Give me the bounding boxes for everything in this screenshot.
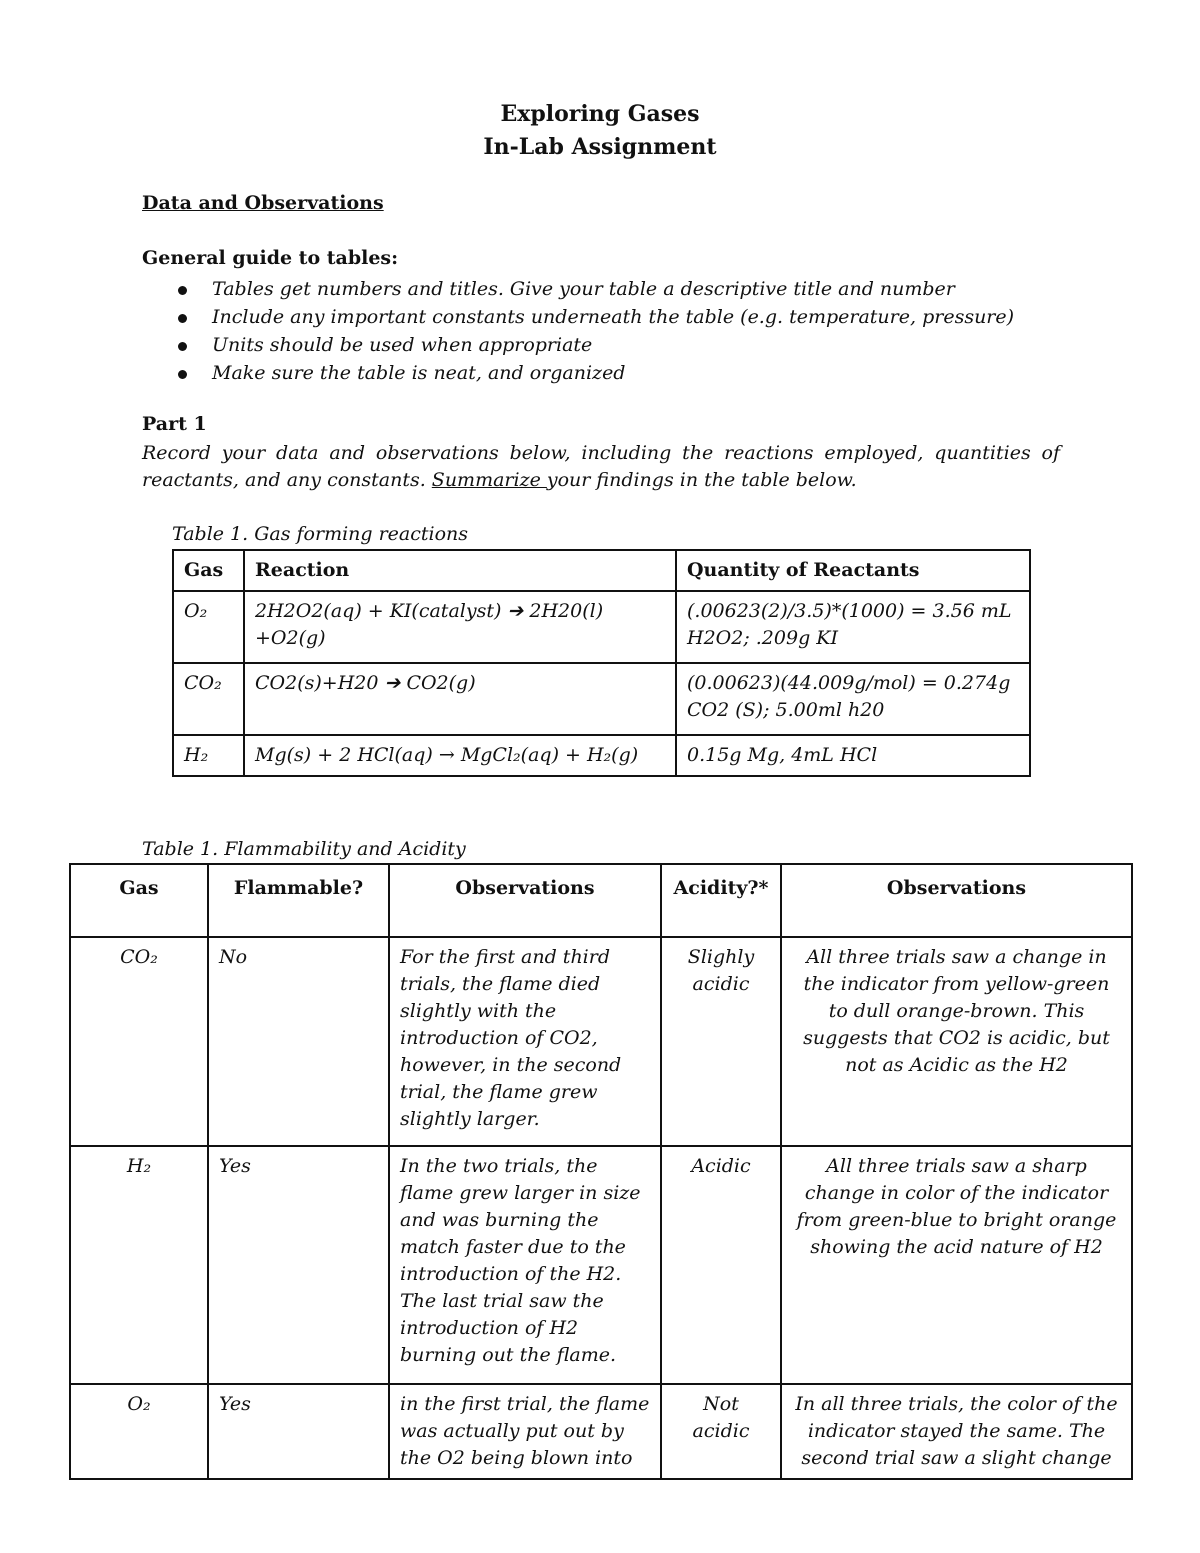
table-cell: 2H2O2(aq) + KI(catalyst) ➔ 2H20(l) +O2(g) — [244, 591, 676, 663]
flammability-acidity-table — [69, 863, 1133, 1480]
table-row — [70, 1384, 1132, 1479]
table-header-row — [173, 550, 1030, 591]
table-row — [173, 663, 1030, 735]
table-cell: H₂ — [173, 735, 244, 776]
table-header: Observations — [781, 864, 1132, 937]
table-header: Acidity?* — [661, 864, 781, 937]
table-cell: Slighly acidic — [661, 937, 781, 1146]
bullet-icon — [178, 342, 187, 351]
table-cell: 0.15g Mg, 4mL HCl — [676, 735, 1030, 776]
table-header: Gas — [70, 864, 208, 937]
table-cell: O₂ — [70, 1384, 208, 1479]
table2-caption: Table 1. Flammability and Acidity — [142, 838, 466, 860]
guide-list — [178, 275, 1014, 387]
part1-instructions: Record your data and observations below, including the reactions employed, quantities of reactants, and any constants. Summarize your findings in the table below. — [142, 442, 1060, 491]
guide-item: Tables get numbers and titles. Give your table a descriptive title and number — [178, 275, 1014, 303]
guide-item: Include any important constants underneath the table (e.g. temperature, pressure) — [178, 303, 1014, 331]
table-cell: in the first trial, the flame was actually put out by the O2 being blown into — [389, 1384, 661, 1479]
table-cell: Acidic — [661, 1146, 781, 1384]
table-row — [70, 1146, 1132, 1384]
table-header: Quantity of Reactants — [676, 550, 1030, 591]
table-cell: In all three trials, the color of the indicator stayed the same. The second trial saw a slight change — [781, 1384, 1132, 1479]
table-cell: H₂ — [70, 1146, 208, 1384]
table-row — [173, 591, 1030, 663]
guide-item: Units should be used when appropriate — [178, 331, 1014, 359]
table-cell: CO2(s)+H20 ➔ CO2(g) — [244, 663, 676, 735]
table-cell: All three trials saw a sharp change in color of the indicator from green-blue to bright orange showing the acid nature of H2 — [781, 1146, 1132, 1384]
table-cell: (0.00623)(44.009g/mol) = 0.274g CO2 (S); 5.00ml h20 — [676, 663, 1030, 735]
bullet-icon — [178, 370, 187, 379]
table-header: Reaction — [244, 550, 676, 591]
bullet-icon — [178, 286, 187, 295]
table-cell: For the first and third trials, the flame died slightly with the introduction of CO2, however, in the second trial, the flame grew slightly larger. — [389, 937, 661, 1146]
table-header: Observations — [389, 864, 661, 937]
table-cell: O₂ — [173, 591, 244, 663]
table-cell: Yes — [208, 1384, 389, 1479]
gas-reactions-table — [172, 549, 1031, 777]
table-cell: All three trials saw a change in the indicator from yellow-green to dull orange-brown. This suggests that CO2 is acidic, but not as Acidic as the H2 — [781, 937, 1132, 1146]
table-cell: (.00623(2)/3.5)*(1000) = 3.56 mL H2O2; .209g KI — [676, 591, 1030, 663]
table-row — [173, 735, 1030, 776]
document-title: Exploring Gases — [500, 101, 700, 127]
bullet-icon — [178, 314, 187, 323]
part1-heading: Part 1 — [142, 413, 207, 435]
table-cell: Mg(s) + 2 HCl(aq) → MgCl₂(aq) + H₂(g) — [244, 735, 676, 776]
table-header: Gas — [173, 550, 244, 591]
table-row — [70, 937, 1132, 1146]
table-cell: Yes — [208, 1146, 389, 1384]
table-cell: Not acidic — [661, 1384, 781, 1479]
table-cell: CO₂ — [173, 663, 244, 735]
section-heading: Data and Observations — [142, 192, 384, 214]
table-header-row — [70, 864, 1132, 937]
table-header: Flammable? — [208, 864, 389, 937]
table-cell: No — [208, 937, 389, 1146]
table1-caption: Table 1. Gas forming reactions — [172, 523, 469, 545]
table-cell: In the two trials, the flame grew larger in size and was burning the match faster due to the introduction of the H2. The last trial saw the introduction of H2 burning out the flame. — [389, 1146, 661, 1384]
guide-heading: General guide to tables: — [142, 247, 399, 269]
guide-item: Make sure the table is neat, and organized — [178, 359, 1014, 387]
table-cell: CO₂ — [70, 937, 208, 1146]
document-subtitle: In-Lab Assignment — [483, 134, 717, 160]
